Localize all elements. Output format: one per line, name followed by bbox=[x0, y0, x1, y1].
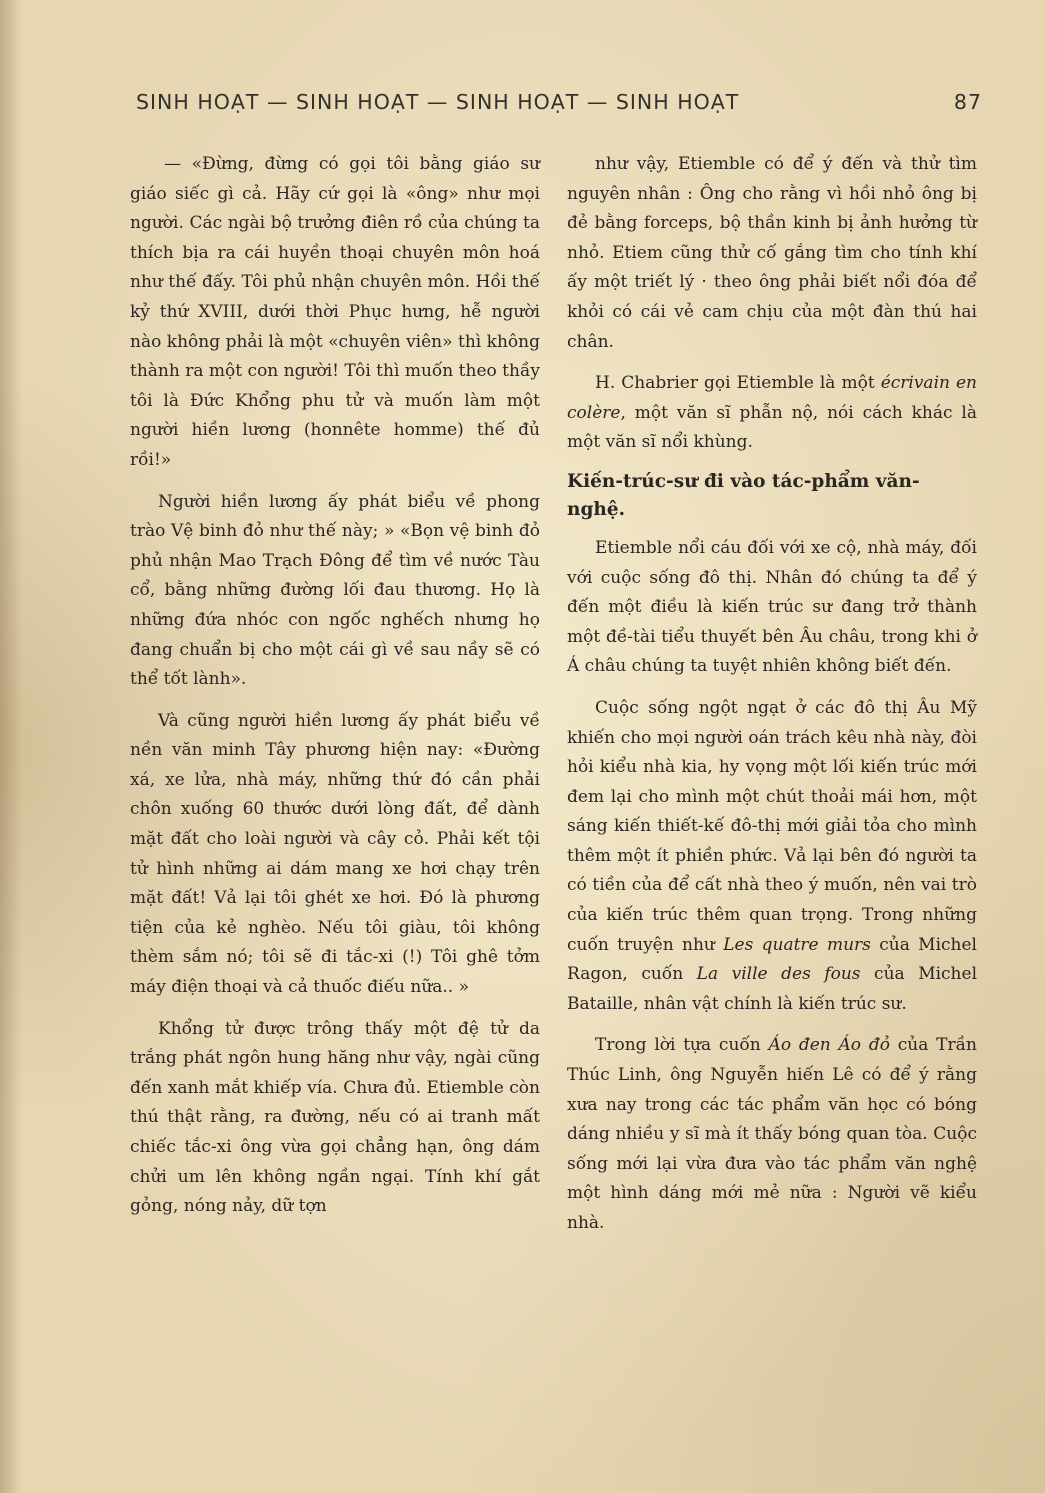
paragraph: — «Đừng, đừng có gọi tôi bằng giáo sư giáo siếc gì cả. Hãy cứ gọi là «ông» như mọi người. Các ngài bộ trưởng điên rồ của chúng ta thích bịa ra cái huyền thoại chuyên môn hoá như thế đấy. Tôi phủ nhận chuyên môn. Hồi thế kỷ thứ XVIII, dưới thời Phục hưng, hễ người nào không phải là một «chuyên viên» thì không thành ra một con người! Tôi thì muốn theo thầy tôi là Đức Khổng phu tử và muốn làm một người hiền lương (honnête homme) thế đủ rồi!» bbox=[130, 154, 540, 470]
paragraph bbox=[567, 150, 977, 357]
paragraph-text: H. Chabrier gọi Etiemble là một bbox=[595, 373, 881, 394]
paragraph bbox=[567, 694, 977, 1020]
paragraph bbox=[567, 534, 977, 682]
paragraph: Và cũng người hiền lương ấy phát biểu về nền văn minh Tây phương hiện nay: «Đường xá, xe lửa, nhà máy, những thứ đó cần phải chôn xuống 60 thước dưới lòng đất, để dành mặt đất cho loài người và cây cỏ. Phải kết tội tử hình những ai dám mang xe hơi chạy trên mặt đất! Vả lại tôi ghét xe hơi. Đó là phương tiện của kẻ nghèo. Nếu tôi giàu, tôi không thèm sắm nó; tôi sẽ đi tắc-xi (!) Tôi ghê tởm máy điện thoại và cả thuốc điếu nữa.. » bbox=[130, 710, 540, 998]
right-column bbox=[567, 150, 977, 1251]
paragraph: Người hiền lương ấy phát biểu về phong trào Vệ binh đỏ như thế này; » «Bọn vệ binh đỏ phủ nhận Mao Trạch Đông để tìm về nước Tàu cổ, bằng những đường lối đau thương. Họ là những đứa nhóc con ngốc nghếch nhưng họ đang chuẩn bị cho một cái gì về sau nầy sẽ có thể tốt lành». bbox=[130, 491, 540, 690]
paragraph-text: , một văn sĩ phẫn nộ, nói cách khác là một văn sĩ nổi khùng. bbox=[567, 402, 977, 453]
book-title: La ville des fous bbox=[696, 964, 861, 985]
paragraph-text: của Michel Ragon, cuốn bbox=[567, 934, 977, 985]
page-number: 87 bbox=[953, 90, 982, 114]
book-title: Les quatre murs bbox=[723, 934, 871, 955]
paragraph: Khổng tử được trông thấy một đệ tử da trắng phát ngôn hung hăng như vậy, ngài cũng đến xanh mắt khiếp vía. Chưa đủ. Etiemble còn thú thật rằng, ra đường, nếu có ai tranh mất chiếc tắc-xi ông vừa gọi chẳng hạn, ông dám chửi um lên không ngần ngại. Tính khí gắt gỏng, nóng nảy, dữ tợn bbox=[130, 1018, 540, 1217]
book-title: Áo đen Áo đỏ bbox=[768, 1035, 890, 1056]
paragraph bbox=[567, 1031, 977, 1238]
left-column bbox=[130, 150, 540, 1234]
italic-phrase: écrivain en colère bbox=[567, 373, 977, 423]
page-spine-shadow bbox=[0, 0, 22, 1493]
paragraph-text: như vậy, Etiemble có để ý đến và thử tìm nguyên nhân : Ông cho rằng vì hồi nhỏ ông bị đẻ bằng forceps, bộ thần kinh bị ảnh hưởng từ nhỏ. Etiem cũng thử cố gắng tìm cho tính khí ấy một triết lý · theo ông phải biết nổi đóa để khỏi có cái vẻ cam chịu của một đàn thú hai chân. bbox=[567, 154, 977, 352]
running-title: SINH HOẠT — SINH HOẠT — SINH HOẠT — SINH HOẠT bbox=[136, 90, 740, 114]
running-header bbox=[136, 90, 986, 120]
paragraph-text: của Trần Thúc Linh, ông Nguyễn hiến Lê có để ý rằng xưa nay trong các tác phẩm văn học có bóng dáng nhiều y sĩ mà ít thấy bóng quan tòa. Cuộc sống mới lại vừa đưa vào tác phẩm văn nghệ một hình dáng mới mẻ nữa : Người vẽ kiểu nhà. bbox=[567, 1035, 977, 1233]
paragraph-text: của Michel Bataille, nhân vật chính là kiến trúc sư. bbox=[567, 964, 978, 1014]
paragraph-text: Trong lời tựa cuốn bbox=[595, 1035, 769, 1056]
paragraph-text: Cuộc sống ngột ngạt ở các đô thị Âu Mỹ khiến cho mọi người oán trách kêu nhà này, đòi hỏi kiểu nhà kia, hy vọng một lối kiến trúc mới đem lại cho mình một chút thoải mái hơn, một sáng kiến thiết-kế đô-thị mới giải tỏa cho mình thêm một ít phiền phức. Vả lại bên đó người ta có tiền của để cất nhà theo ý muốn, nên vai trò của kiến trúc thêm quan trọng. Trong những cuốn truyện như bbox=[567, 697, 977, 955]
paragraph-text: Etiemble nổi cáu đối với xe cộ, nhà máy, đối với cuộc sống đô thị. Nhân đó chúng ta để ý đến một điều là kiến trúc sư đang trở thành một đề-tài tiểu thuyết bên Âu châu, trong khi ở Á châu chúng ta tuyệt nhiên không biết đến. bbox=[567, 537, 977, 677]
paragraph bbox=[567, 369, 977, 458]
section-subheading: Kiến-trúc-sư đi vào tác-phẩm văn-nghệ. bbox=[567, 470, 920, 520]
